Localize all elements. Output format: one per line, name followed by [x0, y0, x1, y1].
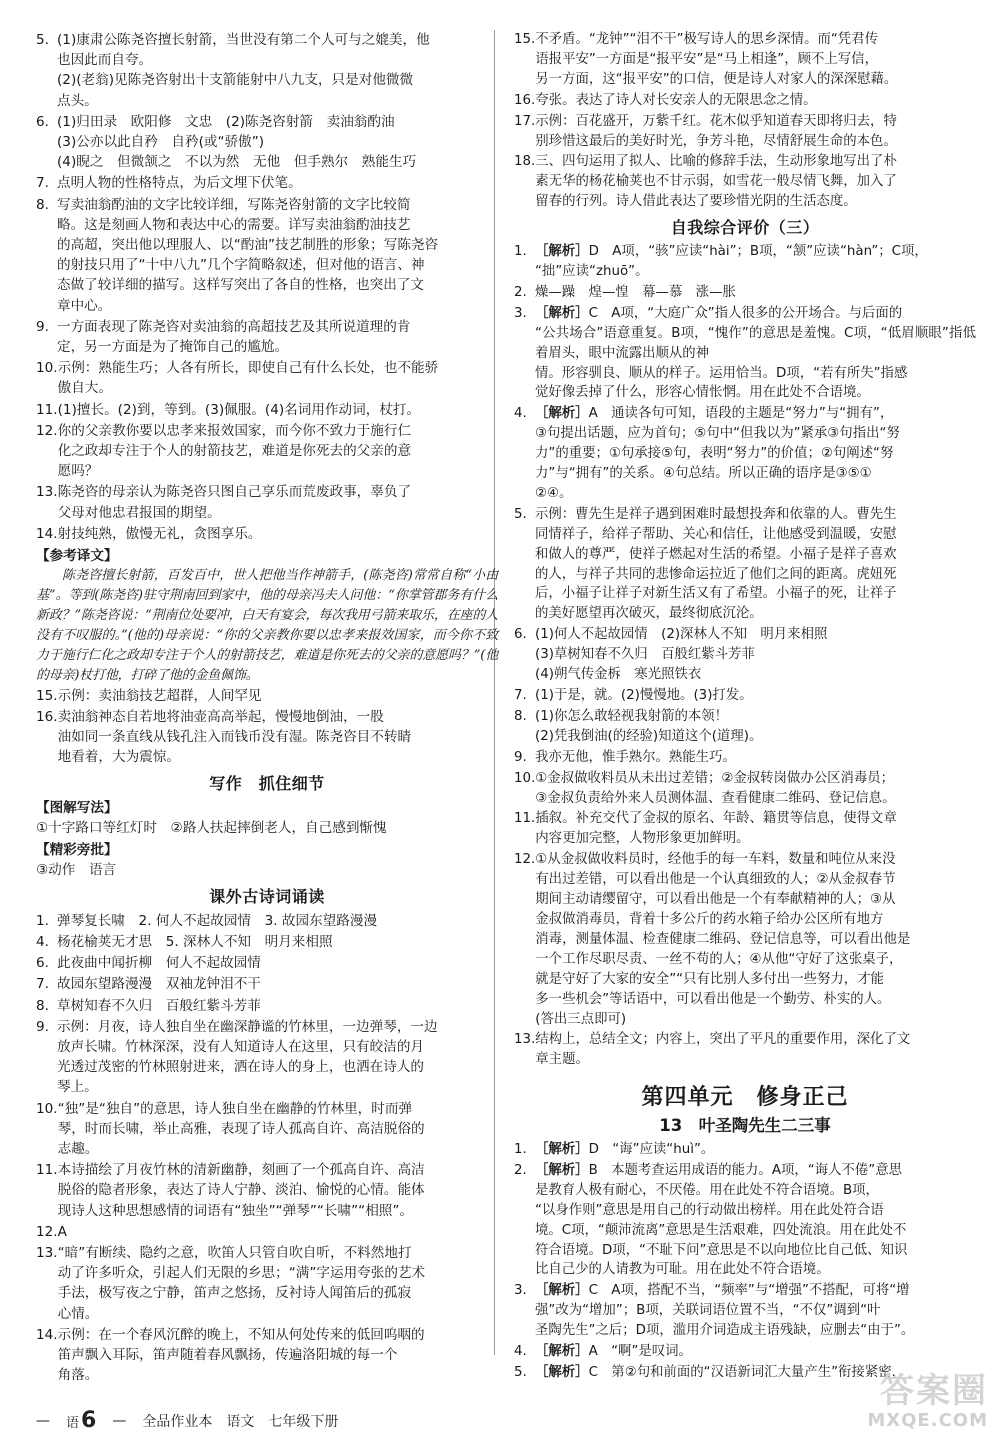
answer-number: 12. [36, 422, 58, 439]
analysis-tag: ［解析］ [535, 406, 589, 422]
answer-text: 你的父亲教你要以忠孝来报效国家，而今你不致力于施行仁 化之政却专注于个人的射箭技艺，难道是你死去的父亲的意 愿吗？ [57, 422, 412, 480]
answer-list-part2 [36, 686, 498, 768]
answer-item [514, 1030, 976, 1070]
answer-text: 草树知春不久归 百般红紫斗芳菲 [57, 997, 261, 1014]
answer-item [36, 1099, 498, 1160]
answer-item [36, 524, 498, 544]
page-prefix: 语 [66, 1416, 80, 1431]
answer-text [535, 1161, 976, 1280]
comment-text: ③动作 语言 [36, 862, 117, 879]
answer-body: A “啊”是叹词。 [588, 1344, 692, 1360]
answer-item [36, 482, 498, 522]
review-heading: 自我综合评价（三） [670, 218, 820, 238]
answer-number: 6. [36, 113, 49, 130]
answer-item [36, 112, 498, 173]
answer-item [514, 283, 976, 303]
answer-number: 13. [514, 1032, 536, 1048]
answer-body: D “诲”应读“huì”。 [588, 1142, 715, 1158]
answer-item [36, 358, 498, 398]
answer-number: 6. [514, 627, 527, 643]
answer-body: C A项，“大庭广众”指人很多的公开场合。与后面的 “公共场合”语意重复。B项，“愧作”的意思是羞愧。C项，“低眉顺眼”指低着眉头，眼中流露出顺从的神 情。形容驯良、顺从的样子。运用恰当。D项，“若有所失”指感 觉好像丢掉了什么，形容心情怅惘。用在此处不合语境。 [535, 305, 976, 401]
answer-number: 17. [514, 113, 536, 129]
comment-tag: 【精彩旁批】 [36, 842, 118, 859]
answer-item [36, 317, 498, 357]
answer-number: 13. [36, 484, 58, 501]
answer-item [514, 1140, 976, 1160]
answer-item [514, 304, 976, 404]
answer-number: 18. [514, 154, 536, 170]
answer-number: 2. [514, 1162, 527, 1178]
answer-item [514, 404, 976, 504]
answer-item [514, 625, 976, 685]
answer-number: 1. [514, 1142, 527, 1158]
poem-heading: 课外古诗词诵读 [209, 886, 325, 906]
answer-number: 2. [514, 284, 527, 300]
answer-number: 14. [36, 525, 58, 542]
answer-number: 9. [36, 318, 49, 335]
answer-number: 11. [36, 1162, 58, 1179]
answer-text: 示例：卖油翁技艺超群，人间罕见 [57, 687, 262, 704]
answer-number: 7. [36, 175, 49, 192]
answer-text: 一方面表现了陈尧咨对卖油翁的高超技艺及其所说道理的肯 定，另一方面是为了掩饰自己的尴尬。 [57, 318, 411, 356]
answer-text: 燥—躁 煌—惶 幕—慕 涨—胀 [535, 284, 736, 300]
answer-number: 14. [36, 1326, 58, 1343]
answer-text [535, 1281, 976, 1341]
answer-number: 7. [36, 976, 49, 993]
answer-number: 3. [514, 305, 527, 321]
answer-text: ①从金叔做收料员时，经他手的每一车料，数量和吨位从来没 有出过差错，可以看出他是一个认真细致的人；②从金叔春节 期间主动请缨留守，可以看出他是一个有奉献精神的人；③从 金叔做消毒员，背着十多公斤的药水箱子给办公区所有地方 消毒，测量体温、检查健康二维码、登记信息等，可以看出他是 一个工作尽职尽责、一丝不苟的人；④从他“守好了这张桌子， 就是守好了大家的安全”“只有比别人多付出一些努力，才能 多一些机会”等话语中，可以看出他是一个勤劳、朴实的人。 (答出三点即可) [535, 852, 911, 1027]
answer-text: 弹琴复长啸 2. 何人不起故园情 3. 故园东望路漫漫 [57, 912, 378, 929]
answer-item [514, 152, 976, 212]
answer-text [535, 304, 976, 404]
answer-number: 13. [36, 1245, 58, 1261]
answer-text: 示例：熟能生巧；人各有所长，即使自己有什么长处，也不能骄 傲自大。 [57, 360, 439, 397]
unit-heading: 第四单元 修身正己 [641, 1085, 849, 1111]
answer-text: (1)何人不起故园情 (2)深林人不知 明月来相照 (3)草树知春不久归 百般红紫斗芳菲 (4)朔气传金柝 寒光照铁衣 [535, 627, 828, 683]
watermark-url: MXQE.COM [867, 1410, 988, 1431]
answer-text: 本诗描绘了月夜竹林的清新幽静，刻画了一个孤高自许、高洁 脱俗的隐者形象，表达了诗人宁静、淡泊、愉悦的心情。能体 现诗人这种思想感情的词语有“独坐”“弹琴”“长啸”“相照”。 [57, 1162, 425, 1219]
answer-text: A [57, 1223, 67, 1240]
review-answer-list [514, 242, 976, 1070]
answer-text: 示例：月夜，诗人独自坐在幽深静谧的竹林里，一边弹琴，一边 放声长啸。竹林深深，没有人知道诗人在这里，只有皎洁的月 光透过茂密的竹林照射进来，洒在诗人的身上，也洒在诗人的 琴上。 [57, 1018, 438, 1096]
answer-text [535, 1140, 976, 1160]
answer-item [36, 1243, 498, 1324]
analysis-tag: ［解析］ [535, 1365, 589, 1380]
answer-item [514, 112, 976, 152]
answer-item [36, 195, 498, 316]
answer-text: “独”是“独自”的意思，诗人独自坐在幽静的竹林里，时而弹 琴，时而长啸，举止高雅，表现了诗人孤高自许、高洁脱俗的 志趣。 [57, 1100, 425, 1157]
answer-item [36, 1017, 498, 1098]
answer-item [36, 974, 498, 994]
answer-item [514, 769, 976, 809]
footer-dash-2: — [112, 1412, 127, 1429]
answer-text: 三、四句运用了拟人、比喻的修辞手法，生动形象地写出了朴 素无华的杨花榆荚也不甘示弱，如雪花一般尽情飞舞，加入了 留春的行列。诗人借此表达了要珍惜光阴的生活态度。 [535, 154, 897, 210]
analysis-tag: ［解析］ [535, 1142, 589, 1158]
answer-number: 10. [514, 770, 536, 786]
answer-number: 15. [36, 687, 58, 704]
answer-item [514, 686, 976, 706]
answer-text [535, 404, 976, 504]
answer-number: 11. [514, 811, 536, 827]
answer-text: 示例：在一个春风沉醉的晚上，不知从何处传来的低回呜咽的 笛声飘入耳际，笛声随着春风飘扬，传遍洛阳城的每一个 角落。 [57, 1326, 425, 1384]
answer-item [514, 30, 976, 90]
answer-item [514, 809, 976, 849]
left-column [36, 30, 498, 1386]
answer-text: 射技纯熟，傲慢无礼，贪图享乐。 [57, 525, 262, 542]
answer-item [36, 421, 498, 482]
answer-text: “暗”有断续、隐约之意，吹笛人只管自吹自听，不料然地打 动了许多听众，引起人们无限的乡思；“满”字运用夸张的艺术 手法，极写夜之宁静，笛声之悠扬，反衬诗人闻笛后的孤寂 心情。 [57, 1245, 426, 1322]
answer-item [36, 1325, 498, 1386]
answer-text: (1)归田录 欧阳修 文忠 (2)陈尧咨射箭 卖油翁酌油 (3)公亦以此自矜 自矜(或“骄傲”) (4)睨之 但微颔之 不以为然 无他 但手熟尔 熟能生巧 [57, 113, 417, 171]
answer-text: 不矛盾。“龙钟”“泪不干”极写诗人的思乡深情。而“凭君传 语报平安”一方面是“报平安”是“马上相逢”，顾不上写信， 另一方面，这“报平安”的口信，便是诗人对家人的深深慰藉。 [535, 32, 898, 87]
answer-item [514, 1161, 976, 1280]
answer-number: 4. [36, 933, 49, 950]
analysis-tag: ［解析］ [535, 305, 589, 321]
answer-number: 9. [36, 1018, 49, 1035]
answer-text: 写卖油翁酌油的文字比较详细，写陈尧咨射箭的文字比较简 略。这是刻画人物和表达中心的需要。详写卖油翁酌油技艺 的高超，突出他以理服人、以“酌油”技艺制胜的形象；写陈尧咨 的射技只用了“十中八九”几个字简略叙述，但对他的语言、神 态做了较详细的描写。这样写突出了各自的性格，也突出了文 章中心。 [57, 196, 439, 314]
poem-answer-list-continued [514, 30, 976, 212]
answer-number: 4. [514, 406, 527, 422]
analysis-tag: ［解析］ [535, 244, 589, 260]
answer-text: 陈尧咨的母亲认为陈尧咨只图自己享乐而荒废政事，辜负了 父母对他忠君报国的期望。 [57, 484, 412, 521]
answer-item [514, 748, 976, 768]
answer-number: 10. [36, 1100, 58, 1117]
answer-body: B 本题考查运用成语的能力。A项，“诲人不倦”意思 是教育人极有耐心，不厌倦。用在此处不符合语境。B项， “以身作则”意思是用自己的行动做出榜样。用在此处符合语 境。C项，“颠沛流离”意思是生活艰难，四处流浪。用在此处不 符合语境。D项，“不耻下问”意思是不以向地位比自己低、知识 比自己少的人请教为可耻。用在此处不符合语境。 [535, 1162, 908, 1278]
poem-answer-list [36, 911, 498, 1386]
answer-item [36, 707, 498, 768]
answer-number: 6. [36, 955, 49, 972]
page-number-value: 6 [81, 1408, 97, 1433]
right-column [514, 30, 976, 1384]
answer-number: 15. [514, 32, 536, 47]
answer-item [36, 686, 498, 706]
answer-item [36, 953, 498, 973]
answer-item [514, 1281, 976, 1341]
answer-number: 16. [36, 708, 58, 725]
book-title: 全品作业本 语文 七年级下册 [142, 1413, 339, 1430]
answer-number: 8. [514, 708, 527, 724]
answer-number: 1. [36, 912, 49, 929]
answer-body: A 通读各句可知，语段的主题是“努力”与“拥有”， ③句提出话题，应为首句；⑤句中“但我以为”紧承③句指出“努 力”的重要；①句承接⑤句，表明“努力”的价值；②句阐述“努 力”与“拥有”的关系。④句总结。所以正确的语序是③⑤① ②④。 [535, 406, 900, 501]
answer-item [36, 932, 498, 952]
answer-item [36, 173, 498, 193]
answer-item [514, 1342, 976, 1362]
answer-number: 8. [36, 196, 49, 213]
answer-text: (1)康肃公陈尧咨擅长射箭，当世没有第二个人可与之媲美，他 也因此而自夸。 (2)(老翁)见陈尧咨射出十支箭能射中八九支，只是对他微微 点头。 [57, 32, 430, 109]
answer-number: 4. [514, 1344, 527, 1360]
answer-text: 我亦无他，惟手熟尔。熟能生巧。 [535, 749, 736, 765]
answer-item [36, 996, 498, 1016]
answer-item [36, 400, 498, 420]
answer-number: 16. [514, 92, 536, 108]
diagram-text: ①十字路口等红灯时 ②路人扶起摔倒老人，自己感到惭愧 [36, 819, 387, 836]
answer-number: 12. [514, 852, 536, 868]
answer-item [514, 707, 976, 747]
watermark [810, 1372, 988, 1434]
analysis-tag: ［解析］ [535, 1162, 589, 1178]
answer-text: 故园东望路漫漫 双袖龙钟泪不干 [57, 976, 261, 993]
answer-text: 杨花榆荚无才思 5. 深林人不知 明月来相照 [57, 933, 333, 950]
answer-body: C A项，搭配不当，“频率”与“增强”不搭配，可将“增 强”改为“增加”；B项，关联词语位置不当，“不仅”调到“叶 圣陶先生”之后；D项，滥用介词造成主语残缺，应删去“由于”。 [535, 1283, 915, 1339]
answer-number: 7. [514, 688, 527, 703]
writing-heading: 写作 抓住细节 [209, 773, 325, 793]
answer-text: 此夜曲中闻折柳 何人不起故园情 [57, 955, 261, 972]
watermark-logo: 答案圈 [880, 1371, 988, 1411]
answer-item [514, 242, 976, 282]
lesson-answer-list [514, 1140, 976, 1383]
answer-item [514, 505, 976, 624]
answer-text: 点明人物的性格特点，为后文埋下伏笔。 [57, 175, 302, 192]
answer-number: 5. [514, 1365, 527, 1380]
answer-number: 5. [514, 506, 527, 522]
translation-tag: 【参考译文】 [36, 548, 118, 565]
answer-number: 12. [36, 1223, 58, 1240]
answer-item [514, 91, 976, 111]
answer-text: 示例：曹先生是祥子遇到困难时最想投奔和依靠的人。曹先生 同情祥子，给祥子帮助、关心和信任，让他感受到温暖，安慰 和做人的尊严，使祥子燃起对生活的希望。小福子是祥子喜欢 的人，与祥子共同的悲惨命运拉近了他们之间的距离。虎妞死 后，小福子让祥子对新生活又有了希望。小福子的死，让祥子 的美好愿望再次破灭，最终彻底沉沦。 [535, 506, 897, 622]
answer-item [36, 1160, 498, 1221]
answer-number: 10. [36, 360, 58, 377]
page-number [66, 1408, 96, 1433]
translation-text: 陈尧咨擅长射箭，百发百中，世人把他当作神箭手，(陈尧咨)常常自称“小由基”。等到(陈尧咨)驻守荆南回到家中，他的母亲冯夫人问他：“你掌管郡务有什么新政？”陈尧咨说：“荆南位处要冲，白天有宴会，每次我用弓箭来取乐，在座的人没有不叹服的。”(他的)母亲说：“你的父亲教你要以忠孝来报效国家，而今你不致力于施行仁化之政却专注于个人的射箭技艺，难道是你死去的父亲的意愿吗？”(他的母亲)杖打他，打碎了他的金鱼佩饰。 [36, 568, 498, 683]
answer-text: (1)擅长。(2)到，等到。(3)佩服。(4)名词用作动词，杖打。 [57, 401, 421, 418]
answer-text: 卖油翁神态自若地将油壶高高举起，慢慢地倒油，一股 油如同一条直线从钱孔注入而钱币没有湿。陈尧咨目不转睛 地看着，大为震惊。 [57, 708, 412, 766]
answer-number: 5. [36, 32, 49, 48]
answer-number: 9. [514, 749, 527, 765]
lesson-heading: 13 叶圣陶先生二三事 [659, 1116, 831, 1136]
answer-text: 结构上，总结全文；内容上，突出了平凡的重要作用，深化了文 章主题。 [535, 1032, 911, 1068]
diagram-tag: 【图解写法】 [36, 799, 118, 816]
footer-dash: — [36, 1412, 50, 1429]
answer-text: 示例：百花盛开，万紫千红。花木似乎知道春天即将归去，特 别珍惜这最后的美好时光，争芳斗艳，尽情舒展生命的本色。 [535, 113, 897, 149]
answer-text: 夸张。表达了诗人对长安亲人的无限思念之情。 [535, 92, 817, 108]
answer-number: 1. [514, 244, 527, 260]
answer-text: (1)于是，就。(2)慢慢地。(3)打发。 [535, 688, 753, 703]
answer-text: (1)你怎么敢轻视我射箭的本领！ (2)凭我倒油(的经验)知道这个(道理)。 [535, 708, 763, 744]
answer-text [535, 1342, 976, 1362]
answer-list-part1 [36, 30, 498, 544]
answer-number: 11. [36, 401, 58, 418]
answer-body: C 第②句和前面的“汉语新词汇大量产生”衔接紧密， [588, 1365, 905, 1380]
answer-text [535, 242, 976, 282]
answer-item [36, 30, 498, 111]
analysis-tag: ［解析］ [535, 1344, 589, 1360]
analysis-tag: ［解析］ [535, 1283, 589, 1299]
answer-item [36, 1222, 498, 1242]
page-footer [36, 1408, 338, 1433]
answer-item [36, 911, 498, 931]
answer-item [514, 850, 976, 1029]
answer-text: ①金叔做收料员从未出过差错；②金叔转岗做办公区消毒员； ③金叔负责给外来人员测体温、查看健康二维码、登记信息。 [535, 770, 896, 806]
answer-number: 8. [36, 997, 49, 1014]
answer-body: D A项，“骇”应读“hài”；B项，“颔”应读“hàn”；C项， “拙”应读“zhuō”。 [535, 244, 928, 279]
answer-text: 插叙。补充交代了金叔的原名、年龄、籍贯等信息，使得文章 内容更加完整，人物形象更加鲜明。 [535, 811, 897, 847]
answer-number: 3. [514, 1283, 527, 1299]
